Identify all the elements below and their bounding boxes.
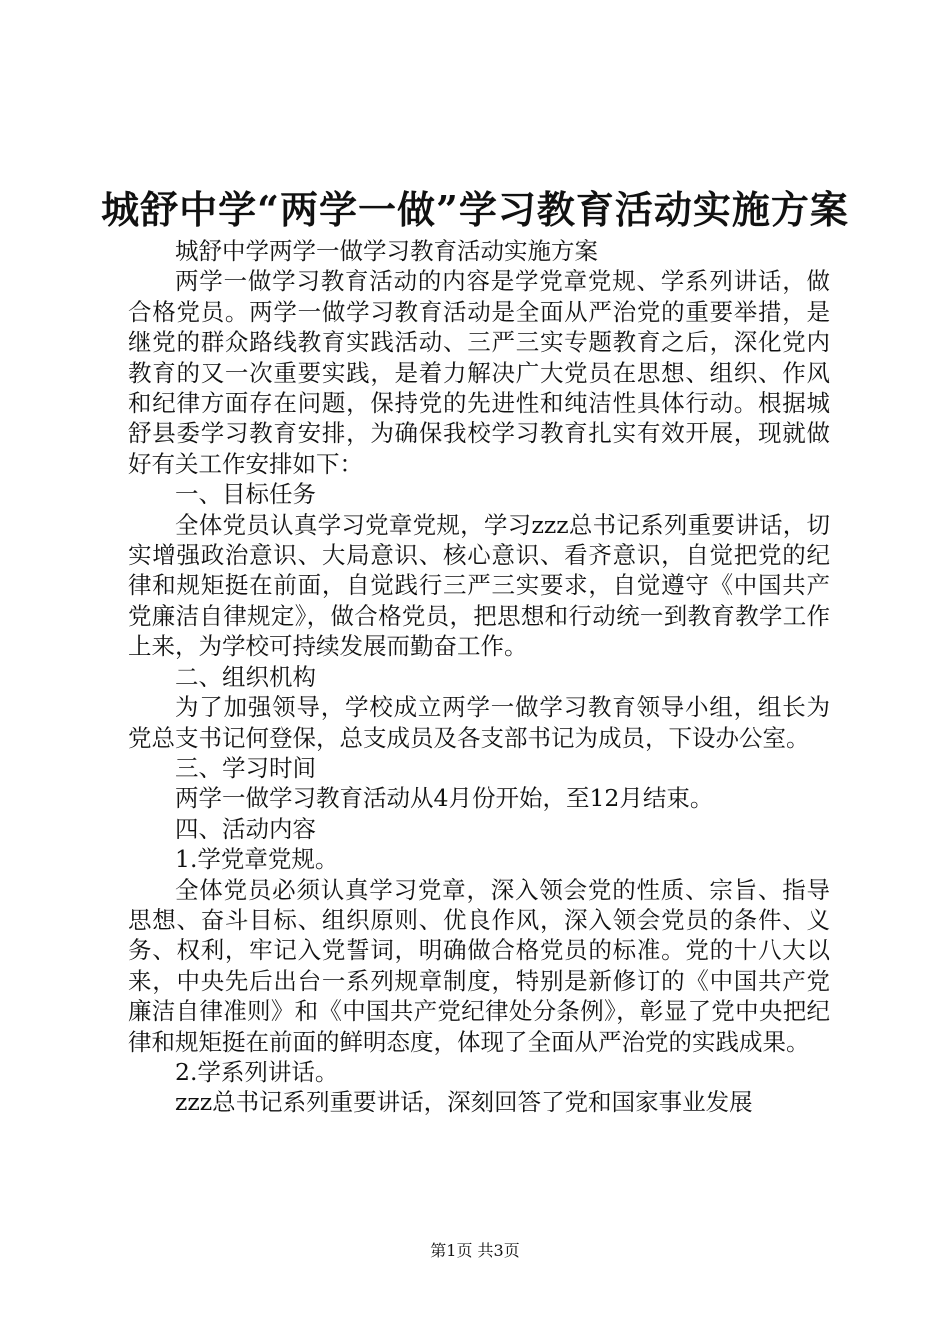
speeches-paragraph: zzz总书记系列重要讲话，深刻回答了党和国家事业发展	[175, 1088, 753, 1117]
schedule-paragraph: 两学一做学习教育活动从4月份开始，至12月结束。	[175, 784, 714, 813]
party-rules-paragraph: 全体党员必须认真学习党章，深入领会党的性质、宗旨、指导思想、奋斗目标、组织原则、优良作风，深入领会党员的条件、义务、权利，牢记入党誓词，明确做合格党员的标准。党的十八大以来，中央先后出台一系列规章制度，特别是新修订的《中国共产党廉洁自律准则》和《中国共产党纪律处分条例》，彰显了党中央把纪律和规矩挺在前面的鲜明态度，体现了全面从严治党的实践成果。	[128, 875, 830, 1056]
subtitle-paragraph: 城舒中学两学一做学习教育活动实施方案	[175, 237, 598, 265]
subsection-heading-speeches: 2.学系列讲话。	[175, 1057, 339, 1086]
section-heading-organization: 二、组织机构	[175, 662, 316, 691]
document-title: 城舒中学“两学一做”学习教育活动实施方案	[101, 187, 849, 232]
section-heading-goals: 一、目标任务	[175, 480, 316, 509]
intro-paragraph: 两学一做学习教育活动的内容是学党章党规、学系列讲话，做合格党员。两学一做学习教育活动是全面从严治党的重要举措，是继党的群众路线教育实践活动、三严三实专题教育之后，深化党内教育的又一次重要实践，是着力解决广大党员在思想、组织、作风和纪律方面存在问题，保持党的先进性和纯洁性具体行动。根据城舒县委学习教育安排，为确保我校学习教育扎实有效开展，现就做好有关工作安排如下：	[128, 267, 830, 478]
section-heading-activities: 四、活动内容	[175, 814, 316, 843]
section-heading-schedule: 三、学习时间	[175, 753, 316, 782]
document-body	[128, 236, 830, 1118]
organization-paragraph: 为了加强领导，学校成立两学一做学习教育领导小组，组长为党总支书记何登保，总支成员及各支部书记为成员，下设办公室。	[128, 693, 830, 752]
page-footer: 第1页 共3页	[430, 1241, 520, 1260]
subsection-heading-party-rules: 1.学党章党规。	[175, 845, 339, 874]
goals-paragraph: 全体党员认真学习党章党规，学习zzz总书记系列重要讲话，切实增强政治意识、大局意识、核心意识、看齐意识，自觉把党的纪律和规矩挺在前面，自觉践行三严三实要求，自觉遵守《中国共产党廉洁自律规定》，做合格党员，把思想和行动统一到教育教学工作上来，为学校可持续发展而勤奋工作。	[128, 510, 830, 661]
